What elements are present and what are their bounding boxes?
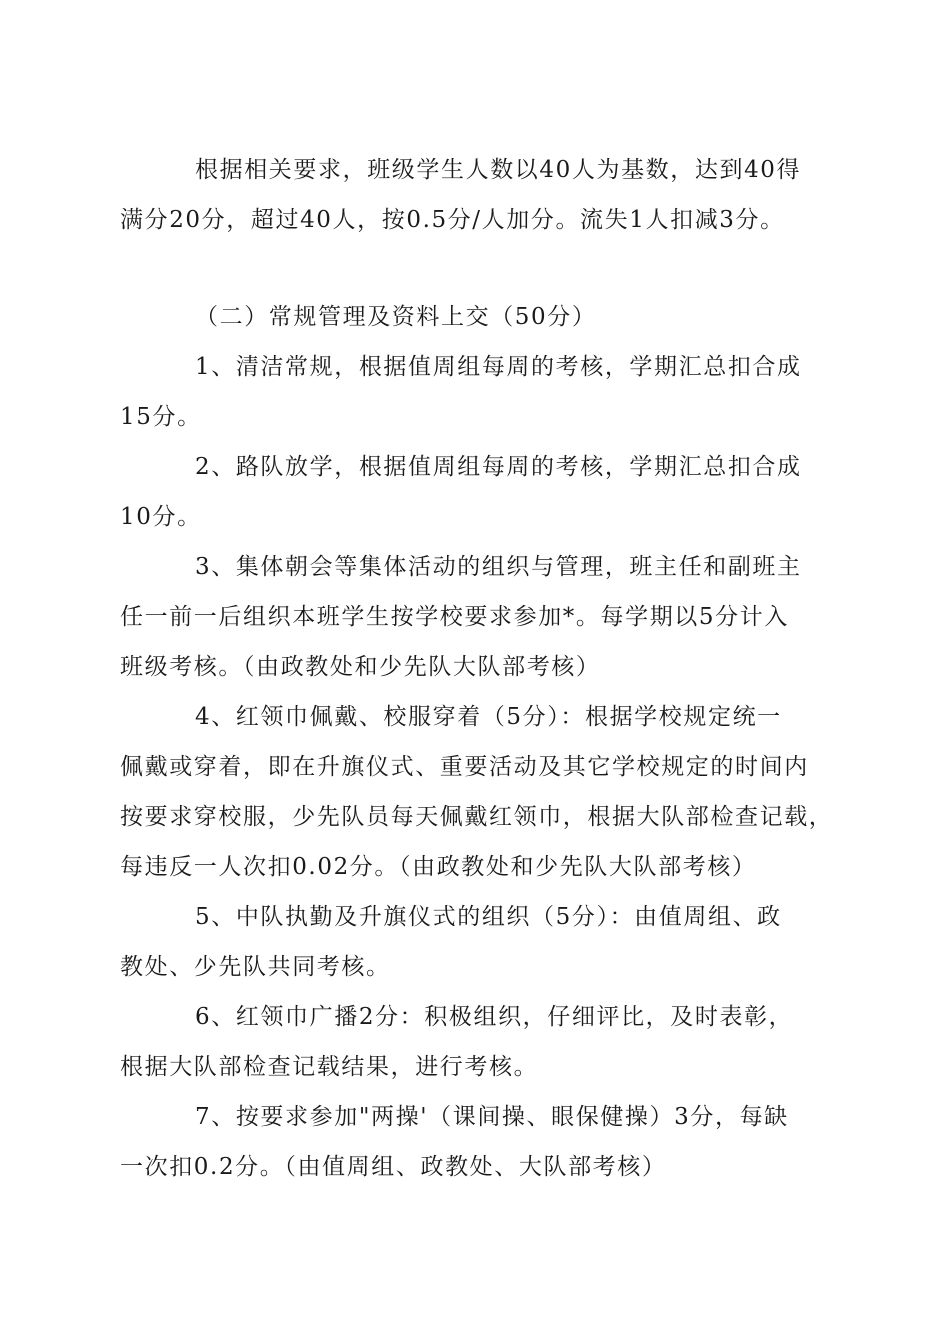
- item-4-line-2: 佩戴或穿着，即在升旗仪式、重要活动及其它学校规定的时间内: [120, 754, 809, 780]
- item-3-line-3: 班级考核。（由政教处和少先队大队部考核）: [120, 654, 601, 680]
- item-4-line-4: 每违反一人次扣0.02分。（由政教处和少先队大队部考核）: [120, 854, 757, 880]
- item-5-line-2: 教处、少先队共同考核。: [120, 954, 391, 980]
- item-3-line-2: 任一前一后组织本班学生按学校要求参加*。每学期以5分计入: [120, 604, 789, 630]
- item-1-line-2: 15分。: [120, 404, 202, 430]
- item-6-line-2: 根据大队部检查记载结果，进行考核。: [120, 1054, 539, 1080]
- item-2-line-2: 10分。: [120, 504, 202, 530]
- paragraph-1-line-1: 根据相关要求，班级学生人数以40人为基数，达到40得: [195, 157, 802, 183]
- section-heading: （二）常规管理及资料上交（50分）: [195, 304, 597, 330]
- paragraph-1-line-2: 满分20分，超过40人，按0.5分/人加分。流失1人扣减3分。: [120, 207, 785, 233]
- item-2-line-1: 2、路队放学，根据值周组每周的考核，学期汇总扣合成: [195, 454, 802, 480]
- item-6-line-1: 6、红领巾广播2分：积极组织，仔细评比，及时表彰，: [195, 1004, 794, 1030]
- item-7-line-1: 7、按要求参加"两操'（课间操、眼保健操）3分，每缺: [195, 1104, 789, 1130]
- item-5-line-1: 5、中队执勤及升旗仪式的组织（5分）：由值周组、政: [195, 904, 782, 930]
- item-3-line-1: 3、集体朝会等集体活动的组织与管理，班主任和副班主: [195, 554, 802, 580]
- item-7-line-2: 一次扣0.2分。（由值周组、政教处、大队部考核）: [120, 1154, 667, 1180]
- item-4-line-3: 按要求穿校服，少先队员每天佩戴红领巾，根据大队部检查记载，: [120, 804, 834, 830]
- item-4-line-1: 4、红领巾佩戴、校服穿着（5分）：根据学校规定统一: [195, 704, 782, 730]
- item-1-line-1: 1、清洁常规，根据值周组每周的考核，学期汇总扣合成: [195, 354, 802, 380]
